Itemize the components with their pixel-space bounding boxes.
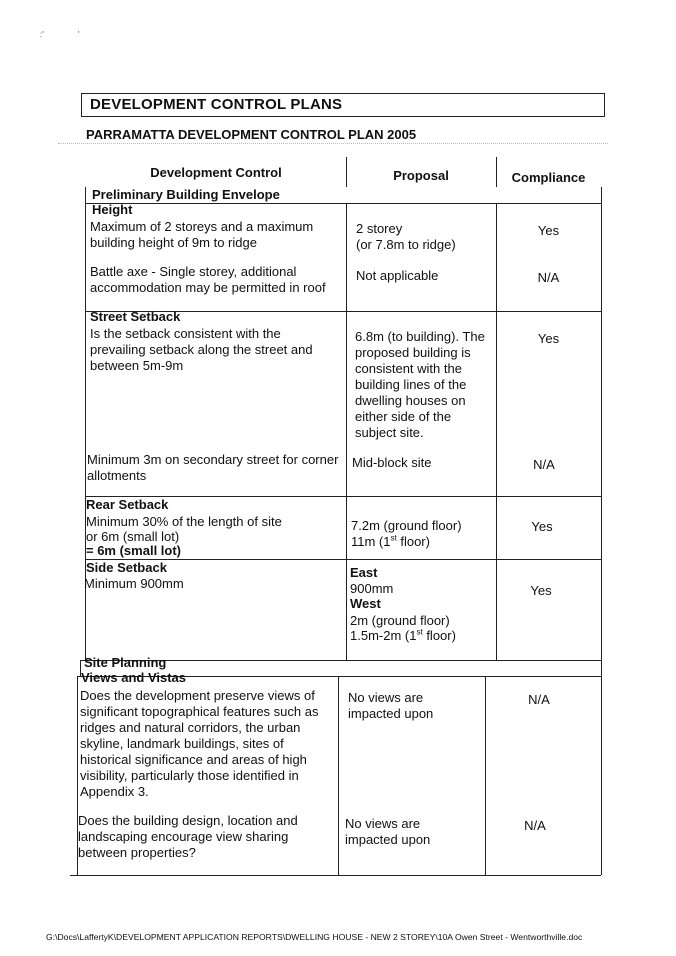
proposal-text: 6.8m (to building). The proposed building is consistent with the building lines of the dwelling houses on either side of the subject site. — [355, 329, 485, 440]
proposal-text: 900mm — [350, 581, 394, 596]
border — [85, 203, 601, 204]
proposal-text: No views are impacted upon — [345, 816, 431, 847]
file-path-footer: G:\Docs\LaffertyK\DEVELOPMENT APPLICATION REPORTS\DWELLING HOUSE - NEW 2 STOREY\10A Owen Street - Wentworthville.doc — [46, 932, 583, 942]
group-heading: Preliminary Building Envelope — [92, 187, 280, 202]
proposal-text: 11m (1st floor) — [351, 533, 430, 549]
proposal-text: 2m (ground floor) — [350, 613, 450, 628]
proposal-text: 1.5m-2m (1st floor) — [350, 627, 456, 643]
proposal-text: Mid-block site — [352, 455, 432, 470]
border — [346, 157, 347, 187]
proposal-text: 7.2m (ground floor) — [351, 518, 462, 533]
border — [601, 676, 602, 875]
plan-title: PARRAMATTA DEVELOPMENT CONTROL PLAN 2005 — [86, 127, 417, 142]
compliance-value: N/A — [537, 270, 560, 285]
control-text: Does the building design, location and landscaping encourage view sharing between properties? — [78, 813, 298, 860]
border — [601, 203, 602, 660]
border — [601, 660, 602, 676]
control-text: or 6m (small lot) — [86, 529, 180, 544]
row-title-rear-setback: Rear Setback — [86, 497, 169, 512]
scan-mark: :' — [40, 30, 44, 39]
row-title-side-setback: Side Setback — [86, 560, 167, 575]
compliance-value: N/A — [528, 692, 550, 707]
control-text: = 6m (small lot) — [86, 543, 181, 558]
control-text: Does the development preserve views of significant topographical features such as ridges and natural corridors, the urban skyline, landmark buildings, sites of historical significance and areas of high visibility, particularly those identified in Appendix 3. — [80, 688, 319, 799]
control-text: Minimum 900mm — [84, 576, 184, 591]
control-text: Minimum 30% of the length of site — [86, 514, 282, 529]
control-text: Is the setback consistent with the prevailing setback along the street and between 5m-9m — [90, 326, 313, 373]
proposal-east-label: East — [350, 565, 378, 580]
border — [496, 157, 497, 187]
compliance-value: Yes — [530, 583, 552, 598]
scan-mark: ' — [78, 30, 80, 39]
group-heading: Site Planning — [84, 655, 167, 670]
header-compliance: Compliance — [511, 170, 586, 185]
proposal-text: No views are impacted upon — [348, 690, 434, 721]
row-title-views-and-vistas: Views and Vistas — [81, 670, 187, 685]
row-title-height: Height — [92, 202, 133, 217]
control-text: Minimum 3m on secondary street for corner allotments — [87, 452, 339, 483]
proposal-text: (or 7.8m to ridge) — [356, 237, 456, 252]
border — [346, 203, 347, 660]
proposal-text: Not applicable — [356, 268, 439, 283]
compliance-value: Yes — [531, 519, 553, 534]
border — [70, 875, 601, 876]
proposal-text: 2 storey — [356, 221, 403, 236]
border — [601, 187, 602, 203]
proposal-west-label: West — [350, 596, 381, 611]
dotted-rule — [58, 143, 608, 144]
header-development-control: Development Control — [150, 165, 282, 180]
header-proposal: Proposal — [393, 168, 449, 183]
control-text: Battle axe - Single storey, additional accommodation may be permitted in roof — [90, 264, 326, 295]
compliance-value: N/A — [533, 457, 555, 472]
row-title-street-setback: Street Setback — [90, 309, 181, 324]
section-title: DEVELOPMENT CONTROL PLANS — [81, 93, 605, 117]
compliance-value: Yes — [537, 331, 560, 346]
header-row — [0, 0, 516, 30]
compliance-value: Yes — [537, 223, 560, 238]
border — [85, 187, 86, 203]
border — [338, 676, 339, 875]
compliance-value: N/A — [524, 818, 546, 833]
control-text: Maximum of 2 storeys and a maximum building height of 9m to ridge — [90, 219, 314, 250]
